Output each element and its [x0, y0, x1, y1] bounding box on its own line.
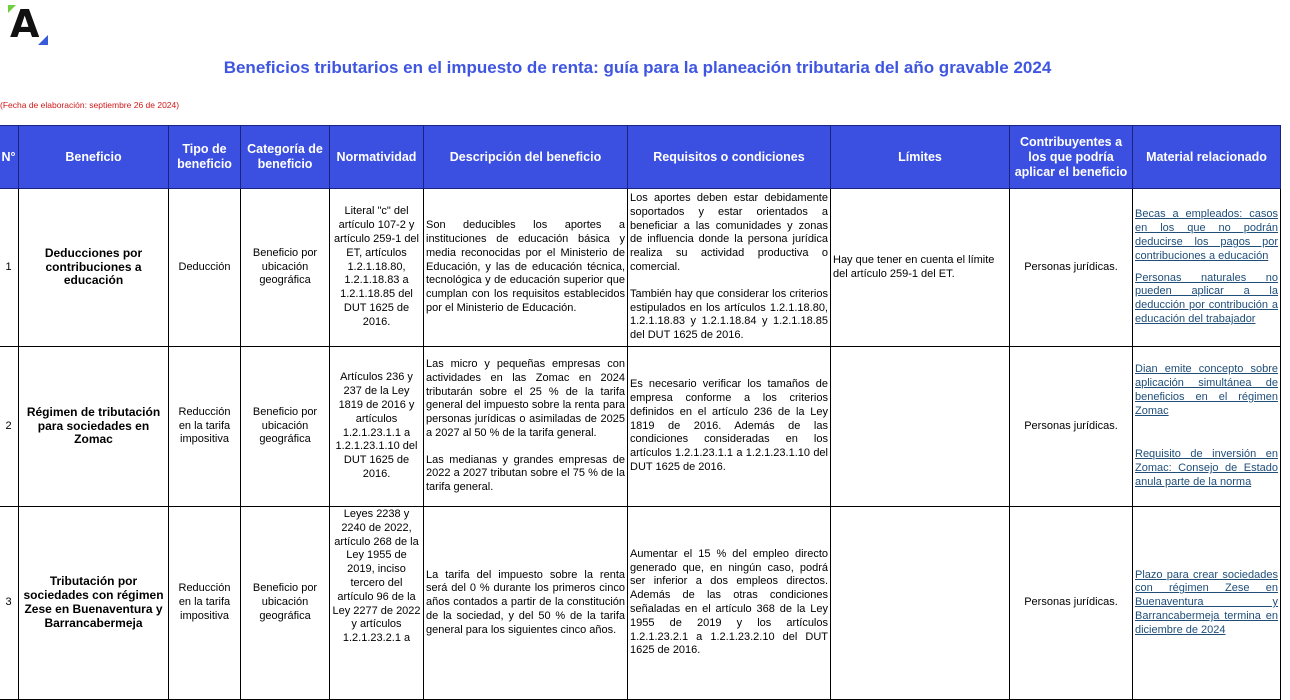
cell-categoria: Beneficio por ubicación geográfica: [241, 347, 330, 507]
header-beneficio: Beneficio: [19, 126, 169, 189]
cell-limites: Hay que tener en cuenta el límite del artículo 259-1 del ET.: [831, 189, 1010, 347]
header-descripcion: Descripción del beneficio: [424, 126, 628, 189]
page-title: Beneficios tributarios en el impuesto de renta: guía para la planeación tributaria del año gravable 2024: [223, 58, 1052, 77]
header-material: Material relacionado: [1133, 126, 1281, 189]
cell-normatividad: Artículos 236 y 237 de la Ley 1819 de 2016 y artículos 1.2.1.23.1.1 a 1.2.1.23.1.10 del DUT 1625 de 2016.: [330, 347, 424, 507]
cell-categoria: Beneficio por ubicación geográfica: [241, 189, 330, 347]
descripcion-paragraph: La tarifa del impuesto sobre la renta será del 0 % durante los primeros cinco años contados a partir de la constitución de la sociedad, y del 50 % de la tarifa general para los siguientes cinco años.: [426, 568, 625, 636]
related-article-link[interactable]: Plazo para crear sociedades con régimen Zese en Buenaventura y Barrancabermeja termina en diciembre de 2024: [1135, 568, 1278, 636]
benefits-table: [0, 125, 1281, 700]
header-normatividad: Normatividad: [330, 126, 424, 189]
cell-tipo: Reducción en la tarifa impositiva: [169, 507, 241, 700]
requisitos-paragraph: Es necesario verificar los tamaños de empresa conforme a los criterios definidos en el artículo 236 de la Ley 1819 de 2016. Además de las condiciones consideradas en los artículos 1.2.1.23.1.1 a 1.2.1.23.1.10 del DUT 1625 de 2016.: [630, 378, 828, 473]
descripcion-paragraph: Las micro y pequeñas empresas con actividades en las Zomac en 2024 tributarán sobre el 25 % de la tarifa general del impuesto sobre la renta para personas jurídicas o asimiladas de 2025 a 2027 al 50 % de la tarifa general.: [426, 357, 625, 439]
cell-beneficio: Régimen de tributación para sociedades en Zomac: [19, 347, 169, 507]
cell-requisitos: [628, 507, 831, 700]
related-article-link[interactable]: Requisito de inversión en Zomac: Consejo de Estado anula parte de la norma: [1135, 448, 1278, 488]
cell-material: [1133, 347, 1281, 507]
cell-limites: [831, 347, 1010, 507]
related-article-link[interactable]: Personas naturales no pueden aplicar a la deducción por contribución a educación del trabajador: [1135, 271, 1278, 325]
cell-numero: 1: [0, 189, 19, 347]
cell-descripcion: [424, 347, 628, 507]
header-limites: Límites: [831, 126, 1010, 189]
cell-numero: 3: [0, 507, 19, 700]
cell-limites: [831, 507, 1010, 700]
header-requisitos: Requisitos o condiciones: [628, 126, 831, 189]
logo-letter: A: [10, 2, 40, 46]
cell-tipo: Reducción en la tarifa impositiva: [169, 347, 241, 507]
table-row: [0, 189, 1281, 347]
cell-contribuyentes: Personas jurídicas.: [1010, 189, 1133, 347]
header-tipo: Tipo de beneficio: [169, 126, 241, 189]
cell-categoria: Beneficio por ubicación geográfica: [241, 507, 330, 700]
cell-beneficio: Tributación por sociedades con régimen Zese en Buenaventura y Barrancabermeja: [19, 507, 169, 700]
related-article-link[interactable]: Becas a empleados: casos en los que no podrán deducirse los pagos por contribuciones a educación: [1135, 208, 1278, 262]
cell-contribuyentes: Personas jurídicas.: [1010, 347, 1133, 507]
cell-normatividad: Literal "c" del artículo 107-2 y artículo 259-1 del ET, artículos 1.2.1.18.80, 1.2.1.18.83 a 1.2.1.18.85 del DUT 1625 de 2016.: [330, 189, 424, 347]
logo-blue-accent: [38, 35, 48, 45]
table-header-row: [0, 126, 1281, 189]
elaboration-date: (Fecha de elaboración: septiembre 26 de 2024): [0, 100, 180, 110]
cell-material: [1133, 189, 1281, 347]
cell-numero: 2: [0, 347, 19, 507]
requisitos-paragraph: Aumentar el 15 % del empleo directo generado que, en ningún caso, podrá ser inferior a dos empleos directos. Además de las otras condiciones señaladas en el artículo 368 de la Ley 1955 de 2019 y los artículos 1.2.1.23.2.1 a 1.2.1.23.2.10 del DUT 1625 de 2016.: [630, 547, 828, 657]
related-article-link[interactable]: Dian emite concepto sobre aplicación simultánea de beneficios en el régimen Zomac: [1135, 363, 1278, 417]
header-contribuyentes: Contribuyentes a los que podría aplicar el beneficio: [1010, 126, 1133, 189]
table-row: [0, 347, 1281, 507]
logo: [8, 2, 48, 46]
header-categoria: Categoría de beneficio: [241, 126, 330, 189]
cell-contribuyentes: Personas jurídicas.: [1010, 507, 1133, 700]
cell-tipo: Deducción: [169, 189, 241, 347]
cell-normatividad: Leyes 2238 y 2240 de 2022, artículo 268 de la Ley 1955 de 2019, inciso tercero del artículo 96 de la Ley 2277 de 2022 y artículos 1.2.1.23.2.1 a: [330, 507, 424, 700]
cell-beneficio: Deducciones por contribuciones a educación: [19, 189, 169, 347]
cell-descripcion: [424, 189, 628, 347]
requisitos-paragraph: Los aportes deben estar debidamente soportados y estar orientados a beneficiar a las comunidades y zonas de influencia donde la persona jurídica realiza su actividad productiva o comercial.: [630, 192, 828, 273]
cell-material: [1133, 507, 1281, 700]
header-numero: N°: [0, 126, 19, 189]
cell-descripcion: [424, 507, 628, 700]
requisitos-paragraph: También hay que considerar los criterios estipulados en los artículos 1.2.1.18.80, 1.2.1.18.83 y 1.2.1.18.84 y 1.2.1.18.85 del DUT 1625 de 2016.: [630, 287, 828, 342]
descripcion-paragraph: Las medianas y grandes empresas de 2022 a 2027 tributan sobre el 75 % de la tarifa general.: [426, 453, 625, 494]
cell-requisitos: [628, 189, 831, 347]
table-row: [0, 507, 1281, 700]
cell-requisitos: [628, 347, 831, 507]
descripcion-paragraph: Son deducibles los aportes a instituciones de educación básica y media reconocidas por el Ministerio de Educación, y las de educación técnica, tecnológica y de educación superior que cumplan con los requisitos establecidos por el Ministerio de Educación.: [426, 219, 625, 314]
